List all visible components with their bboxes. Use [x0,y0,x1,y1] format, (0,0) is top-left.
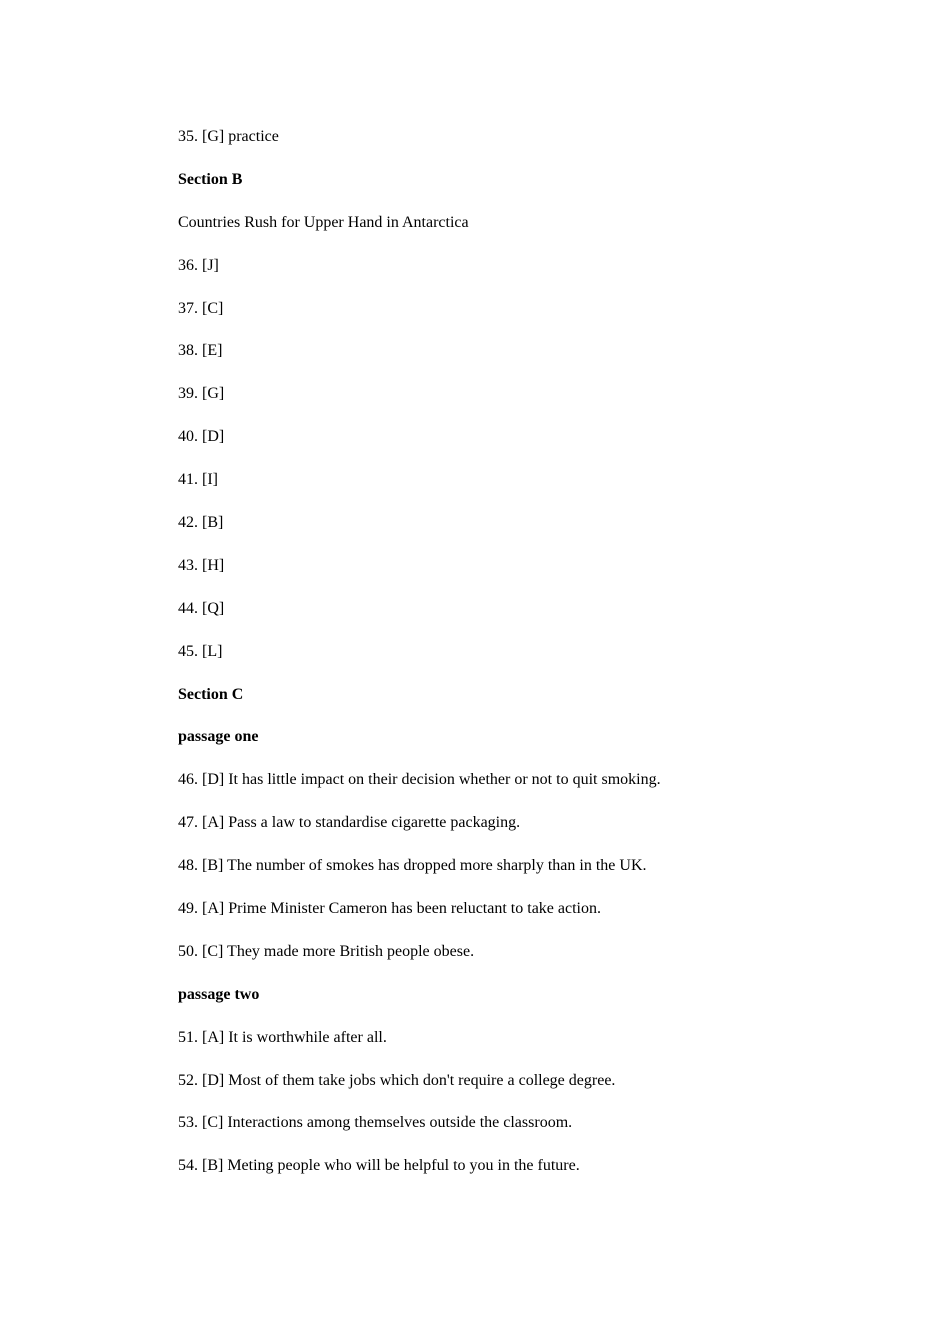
section-b-heading: Section B [178,170,243,188]
answer-line-36: 36. [J] [178,256,219,274]
answer-line-52: 52. [D] Most of them take jobs which don't require a college degree. [178,1071,616,1089]
answer-line-53: 53. [C] Interactions among themselves outside the classroom. [178,1114,573,1132]
section-c-heading: Section C [178,685,244,703]
answer-line-40: 40. [D] [178,428,225,446]
answer-line-39: 39. [G] [178,385,225,403]
answer-line-38: 38. [E] [178,342,223,360]
answer-line-54: 54. [B] Meting people who will be helpful to you in the future. [178,1157,580,1175]
passage-one-heading: passage one [178,728,259,746]
answer-line-46: 46. [D] It has little impact on their decision whether or not to quit smoking. [178,771,661,789]
answer-line-51: 51. [A] It is worthwhile after all. [178,1028,387,1046]
answer-line-41: 41. [I] [178,471,218,489]
answer-line-49: 49. [A] Prime Minister Cameron has been reluctant to take action. [178,900,601,918]
answer-line-43: 43. [H] [178,556,225,574]
answer-line-44: 44. [Q] [178,599,225,617]
passage-two-heading: passage two [178,985,260,1003]
answer-line-48: 48. [B] The number of smokes has dropped more sharply than in the UK. [178,857,647,875]
answer-line-42: 42. [B] [178,514,224,532]
answer-line-37: 37. [C] [178,299,224,317]
answer-line-50: 50. [C] They made more British people obese. [178,942,475,960]
answer-line-35: 35. [G] practice [178,128,279,145]
document-body [178,126,878,1198]
answer-line-47: 47. [A] Pass a law to standardise cigarette packaging. [178,814,521,832]
answer-line-45: 45. [L] [178,642,223,660]
passage-title: Countries Rush for Upper Hand in Antarctica [178,213,469,231]
